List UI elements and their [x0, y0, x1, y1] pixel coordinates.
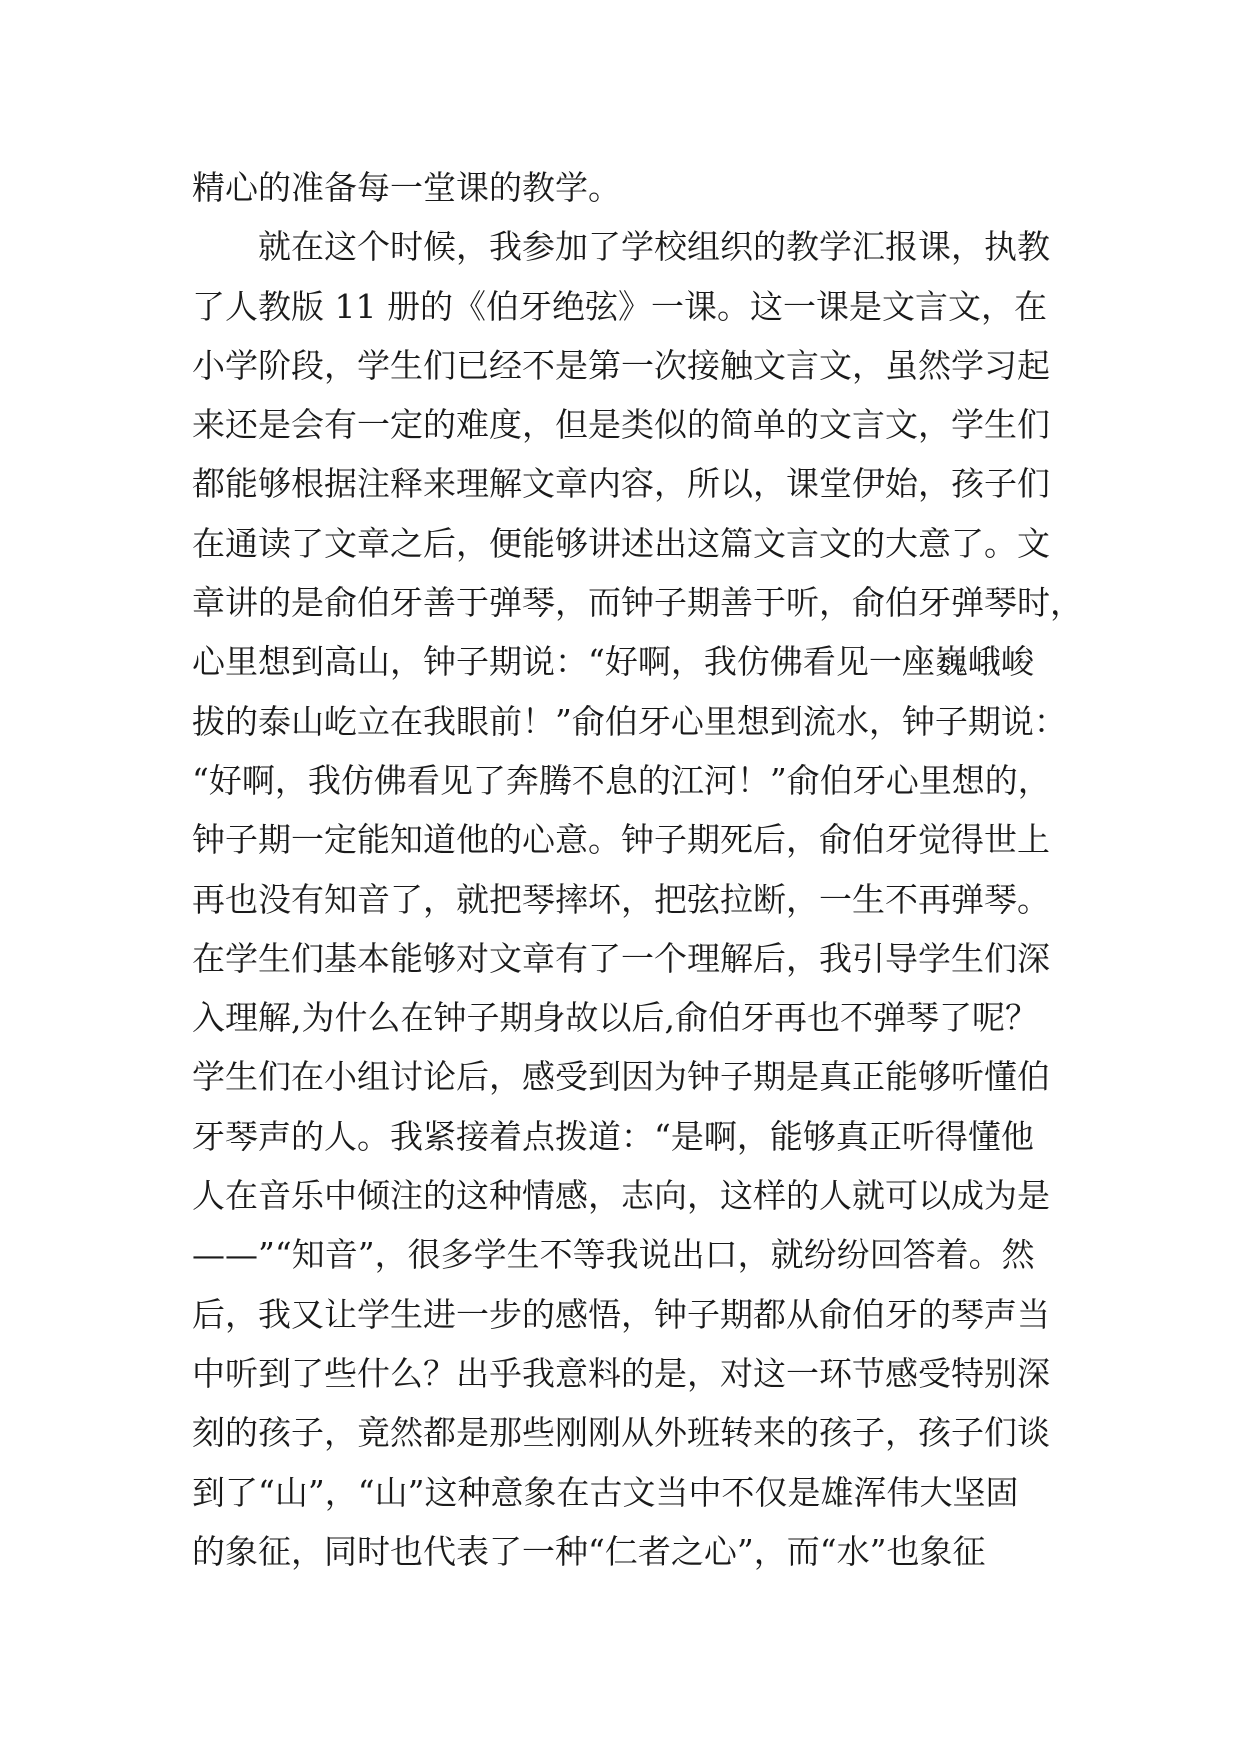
- text-line: 都能够根据注释来理解文章内容，所以，课堂伊始，孩子们: [192, 464, 1050, 504]
- text-line: 牙琴声的人。我紧接着点拨道：“是啊，能够真正听得懂他: [192, 1116, 1034, 1156]
- text-line: 章讲的是俞伯牙善于弹琴，而钟子期善于听，俞伯牙弹琴时，: [192, 583, 1083, 623]
- text-line: 到了“山”，“山”这种意象在古文当中不仅是雄浑伟大坚固: [192, 1472, 1019, 1512]
- text-line: “好啊，我仿佛看见了奔腾不息的江河！”俞伯牙心里想的，: [192, 760, 1051, 800]
- text-line: 钟子期一定能知道他的心意。钟子期死后，俞伯牙觉得世上: [192, 820, 1050, 860]
- text-line: 了人教版 11 册的《伯牙绝弦》一课。这一课是文言文，在: [192, 286, 1047, 326]
- text-line: 精心的准备每一堂课的教学。: [192, 168, 621, 207]
- text-line: 小学阶段，学生们已经不是第一次接触文言文，虽然学习起: [192, 345, 1050, 385]
- text-line: 在学生们基本能够对文章有了一个理解后，我引导学生们深: [192, 938, 1050, 978]
- text-line: 人在音乐中倾注的这种情感，志向，这样的人就可以成为是: [192, 1176, 1050, 1216]
- text-line: 中听到了些什么？出乎我意料的是，对这一环节感受特别深: [192, 1353, 1050, 1393]
- text-line: 后，我又让学生进一步的感悟，钟子期都从俞伯牙的琴声当: [192, 1294, 1050, 1334]
- text-line: 心里想到高山，钟子期说：“好啊，我仿佛看见一座巍峨峻: [192, 642, 1034, 682]
- text-line: 再也没有知音了，就把琴摔坏，把弦拉断，一生不再弹琴。: [192, 879, 1050, 919]
- text-line: 拔的泰山屹立在我眼前！”俞伯牙心里想到流水，钟子期说：: [192, 701, 1067, 741]
- text-line: 就在这个时候，我参加了学校组织的教学汇报课，执教: [192, 227, 1050, 267]
- text-line: ——”“知音”，很多学生不等我说出口，就纷纷回答着。然: [192, 1235, 1035, 1275]
- text-line: 学生们在小组讨论后，感受到因为钟子期是真正能够听懂伯: [192, 1057, 1050, 1097]
- text-line: 入理解,为什么在钟子期身故以后,俞伯牙再也不弹琴了呢？: [192, 998, 1038, 1038]
- body-text: [192, 158, 1092, 1581]
- text-line: 在通读了文章之后，便能够讲述出这篇文言文的大意了。文: [192, 523, 1050, 563]
- text-line: 刻的孩子，竟然都是那些刚刚从外班转来的孩子，孩子们谈: [192, 1413, 1050, 1453]
- text-line: 的象征，同时也代表了一种“仁者之心”，而“水”也象征: [192, 1531, 986, 1571]
- text-line: 来还是会有一定的难度，但是类似的简单的文言文，学生们: [192, 405, 1050, 445]
